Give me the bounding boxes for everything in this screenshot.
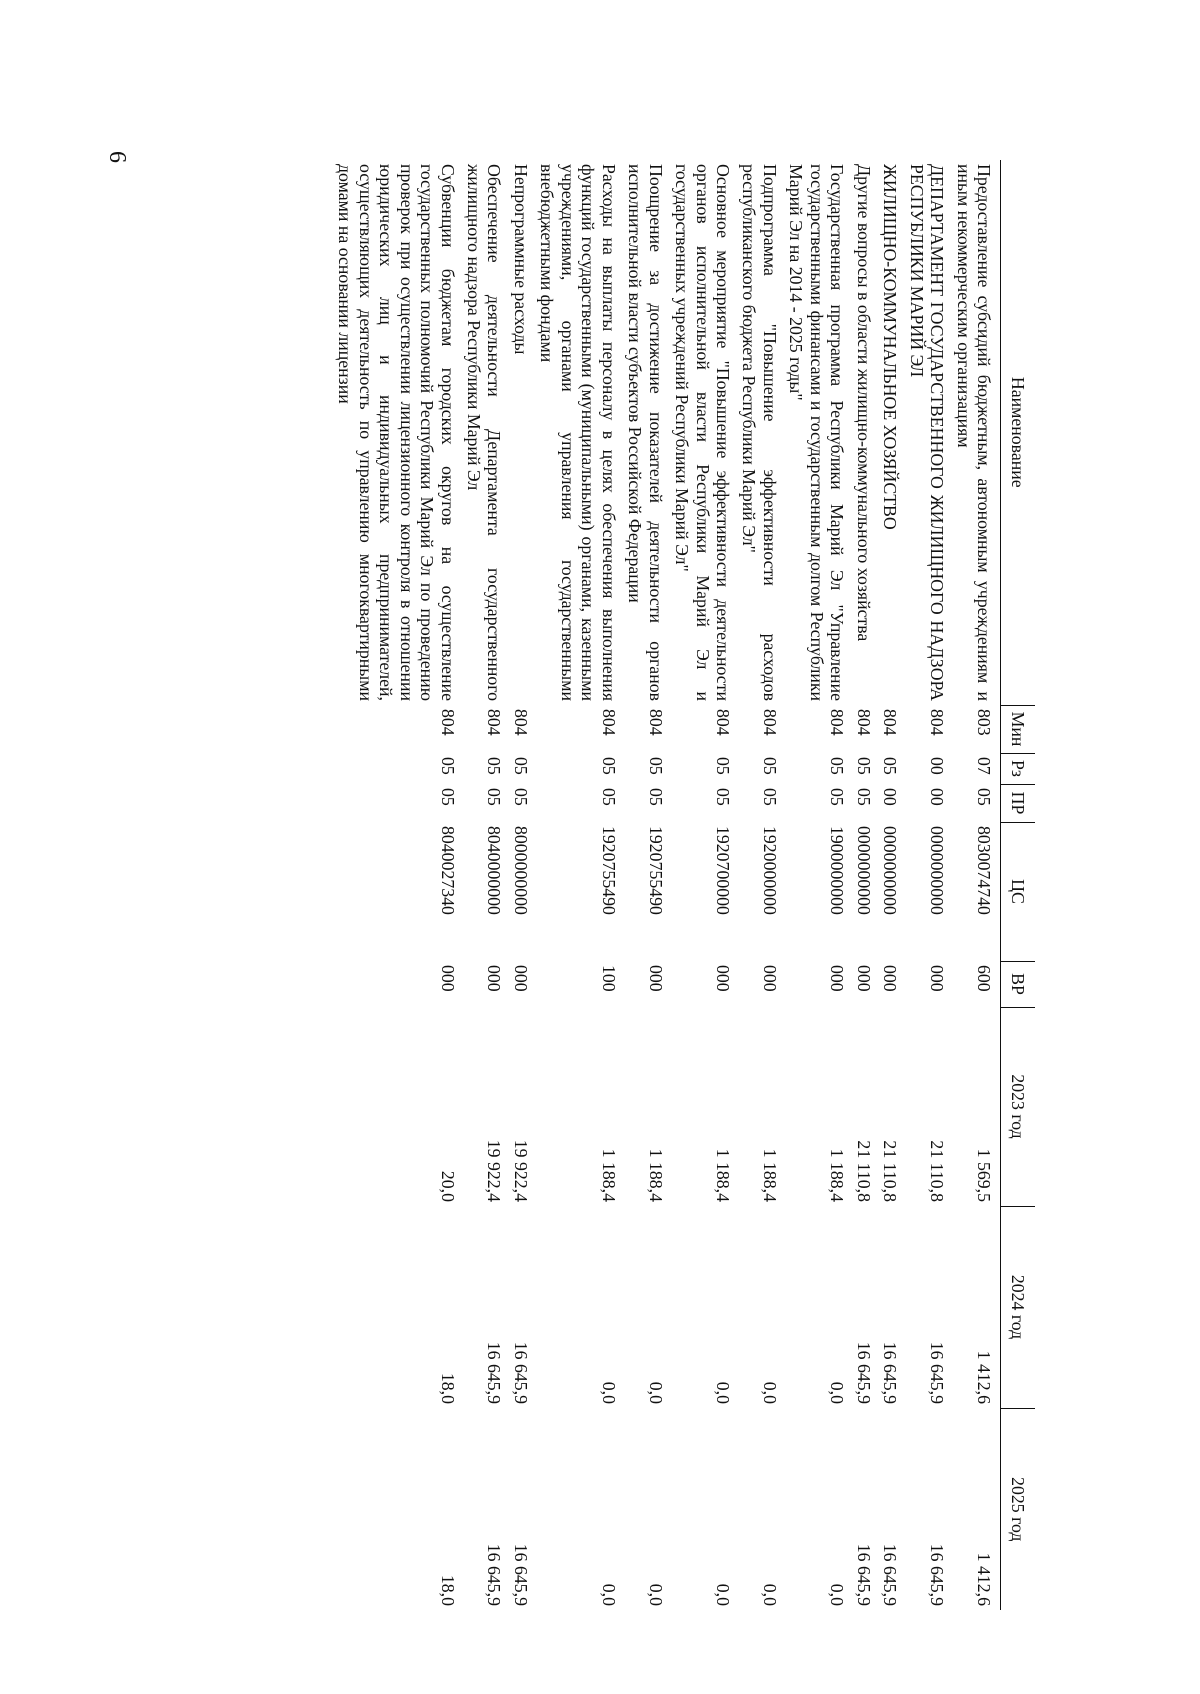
cell-vr xyxy=(672,961,739,1007)
cell-value: 05 xyxy=(974,788,994,806)
cell-rz xyxy=(625,753,672,784)
cell-y2025 xyxy=(625,1408,672,1610)
cell-value: 05 xyxy=(827,788,848,806)
cell-y2025 xyxy=(464,1408,511,1610)
cell-y2025 xyxy=(786,1408,853,1610)
cell-value: 05 xyxy=(484,788,505,806)
header-vr: ВР xyxy=(1001,961,1036,1007)
cell-cs xyxy=(739,822,786,961)
cell-y2024 xyxy=(672,1206,739,1408)
cell-y2024 xyxy=(906,1206,953,1408)
cell-rz xyxy=(853,753,879,784)
cell-vr xyxy=(880,961,906,1007)
cell-y2025 xyxy=(672,1408,739,1610)
cell-value: 1920755490 xyxy=(645,826,666,915)
cell-min xyxy=(880,705,906,753)
cell-value: 600 xyxy=(974,965,994,992)
cell-value: 804 xyxy=(759,709,780,736)
cell-value: 1 188,4 xyxy=(759,1148,780,1202)
cell-pr xyxy=(880,784,906,822)
header-cs: ЦС xyxy=(1001,822,1036,961)
table-row xyxy=(510,160,536,1610)
cell-value: 16 645,9 xyxy=(510,1543,531,1606)
cell-y2024 xyxy=(953,1206,1000,1408)
cell-pr xyxy=(953,784,1000,822)
cell-value: 1920700000 xyxy=(713,826,734,915)
cell-pr xyxy=(625,784,672,822)
cell-value: 07 xyxy=(974,757,994,775)
cell-value: 804 xyxy=(880,709,901,736)
cell-value: 21 110,8 xyxy=(853,1140,874,1202)
cell-min xyxy=(953,705,1000,753)
cell-rz xyxy=(335,753,464,784)
cell-value: 05 xyxy=(510,757,531,775)
cell-value: 05 xyxy=(437,757,458,775)
cell-value: 000 xyxy=(645,965,666,992)
row-name: Субвенции бюджетам городских округов на осуществление государственных полномочий Республики Марий Эл по проведению проверок при осуществлении лицензионного контроля в отношении юридических лиц и индивидуальных предпринимателей, осуществляющих деятельность по управлению многоквартирными домами на основании лицензии xyxy=(335,164,458,701)
cell-y2023 xyxy=(906,1007,953,1206)
row-name: Поощрение за достижение показателей деятельности органов исполнительной власти субъектов Российской Федерации xyxy=(625,164,666,701)
cell-min xyxy=(510,705,536,753)
cell-min xyxy=(625,705,672,753)
cell-value: 100 xyxy=(598,965,619,992)
cell-value: 804 xyxy=(437,709,458,736)
cell-value: 8030074740 xyxy=(974,826,994,915)
header-row xyxy=(1001,160,1036,1610)
cell-y2023 xyxy=(853,1007,879,1206)
cell-y2023 xyxy=(739,1007,786,1206)
cell-value: 19 922,4 xyxy=(484,1139,505,1202)
row-name: ЖИЛИЩНО-КОММУНАЛЬНОЕ ХОЗЯЙСТВО xyxy=(880,164,901,530)
cell-y2025 xyxy=(335,1408,464,1610)
cell-pr xyxy=(786,784,853,822)
cell-value: 000 xyxy=(927,965,948,992)
header-name: Наименование xyxy=(1001,160,1036,705)
cell-value: 0,0 xyxy=(645,1583,666,1606)
cell-y2023 xyxy=(880,1007,906,1206)
cell-vr xyxy=(786,961,853,1007)
cell-value: 000 xyxy=(510,965,531,992)
cell-y2025 xyxy=(953,1408,1000,1610)
header-rz: Рз xyxy=(1001,753,1036,784)
cell-value: 1 188,4 xyxy=(645,1148,666,1202)
cell-value: 000 xyxy=(880,965,901,992)
table-row xyxy=(739,160,786,1610)
cell-value: 05 xyxy=(645,757,666,775)
cell-value: 1 188,4 xyxy=(713,1148,734,1202)
cell-value: 21 110,8 xyxy=(880,1140,901,1202)
cell-y2025 xyxy=(537,1408,625,1610)
cell-value: 000 xyxy=(713,965,734,992)
cell-y2025 xyxy=(510,1408,536,1610)
cell-value: 0,0 xyxy=(598,1381,619,1404)
cell-rz xyxy=(786,753,853,784)
cell-value: 804 xyxy=(827,709,848,736)
row-name: ДЕПАРТАМЕНТ ГОСУДАРСТВЕННОГО ЖИЛИЩНОГО НАДЗОРА РЕСПУБЛИКИ МАРИЙ ЭЛ xyxy=(906,164,948,701)
cell-pr xyxy=(537,784,625,822)
cell-vr xyxy=(853,961,879,1007)
table-row xyxy=(880,160,906,1610)
cell-cs xyxy=(880,822,906,961)
cell-y2024 xyxy=(510,1206,536,1408)
page-number: 6 xyxy=(104,151,130,163)
cell-value: 05 xyxy=(713,788,734,806)
cell-value: 16 645,9 xyxy=(484,1341,505,1404)
cell-value: 804 xyxy=(484,709,505,736)
table-row xyxy=(464,160,511,1610)
cell-value: 0000000000 xyxy=(880,826,901,915)
row-name: Подпрограмма "Повышение эффективности расходов республиканского бюджета Республики Марий Эл" xyxy=(739,164,780,701)
cell-value: 16 645,9 xyxy=(853,1341,874,1404)
cell-min xyxy=(786,705,853,753)
cell-y2023 xyxy=(786,1007,853,1206)
cell-value: 0,0 xyxy=(759,1381,780,1404)
table-row xyxy=(786,160,853,1610)
cell-rz xyxy=(510,753,536,784)
budget-table xyxy=(335,160,1035,1610)
cell-value: 05 xyxy=(853,757,874,775)
cell-cs xyxy=(672,822,739,961)
cell-pr xyxy=(853,784,879,822)
cell-cs xyxy=(510,822,536,961)
cell-y2023 xyxy=(625,1007,672,1206)
cell-value: 1 188,4 xyxy=(598,1148,619,1202)
cell-rz xyxy=(906,753,953,784)
header-2024: 2024 год xyxy=(1001,1206,1036,1408)
cell-y2025 xyxy=(853,1408,879,1610)
cell-value: 1920000000 xyxy=(759,826,780,915)
cell-value: 0,0 xyxy=(645,1381,666,1404)
cell-value: 804 xyxy=(645,709,666,736)
cell-cs xyxy=(335,822,464,961)
cell-value: 1900000000 xyxy=(827,826,848,915)
row-name: Государственная программа Республики Марий Эл "Управление государственными финансами и государственным долгом Республики Марий Эл на 2014 - 2025 годы" xyxy=(786,164,848,701)
row-name: Обеспечение деятельности Департамента государственного жилищного надзора Республики Марий Эл xyxy=(464,164,505,701)
cell-value: 803 xyxy=(974,709,994,736)
cell-cs xyxy=(953,822,1000,961)
cell-vr xyxy=(510,961,536,1007)
cell-min xyxy=(853,705,879,753)
cell-value: 1 188,4 xyxy=(827,1148,848,1202)
cell-vr xyxy=(625,961,672,1007)
cell-value: 05 xyxy=(713,757,734,775)
cell-value: 18,0 xyxy=(437,1574,458,1606)
cell-min xyxy=(464,705,511,753)
table-row xyxy=(853,160,879,1610)
cell-value: 0000000000 xyxy=(853,826,874,915)
cell-value: 1 569,5 xyxy=(974,1148,994,1202)
cell-pr xyxy=(335,784,464,822)
cell-value: 000 xyxy=(853,965,874,992)
cell-value: 0000000000 xyxy=(927,826,948,915)
cell-value: 000 xyxy=(484,965,505,992)
cell-value: 00 xyxy=(927,788,948,806)
cell-y2025 xyxy=(739,1408,786,1610)
cell-value: 8040027340 xyxy=(437,826,458,915)
table-body xyxy=(335,160,1001,1610)
cell-value: 804 xyxy=(510,709,531,736)
table-row xyxy=(335,160,464,1610)
cell-value: 00 xyxy=(927,757,948,775)
cell-cs xyxy=(537,822,625,961)
cell-value: 1 412,6 xyxy=(974,1350,994,1404)
cell-y2025 xyxy=(906,1408,953,1610)
header-2023: 2023 год xyxy=(1001,1007,1036,1206)
header-2025: 2025 год xyxy=(1001,1408,1036,1610)
cell-y2023 xyxy=(510,1007,536,1206)
row-name: Расходы на выплаты персоналу в целях обеспечения выполнения функций государственными (муниципальными) органами, казенными учреждениями, органами управления государственными внебюджетными фондами xyxy=(537,164,619,701)
cell-min xyxy=(739,705,786,753)
cell-y2023 xyxy=(335,1007,464,1206)
cell-y2024 xyxy=(786,1206,853,1408)
cell-vr xyxy=(464,961,511,1007)
cell-value: 804 xyxy=(598,709,619,736)
cell-value: 1920755490 xyxy=(598,826,619,915)
cell-rz xyxy=(953,753,1000,784)
cell-vr xyxy=(335,961,464,1007)
cell-vr xyxy=(953,961,1000,1007)
cell-y2024 xyxy=(537,1206,625,1408)
cell-value: 8040000000 xyxy=(484,826,505,915)
cell-y2023 xyxy=(953,1007,1000,1206)
row-name: Основное мероприятие "Повышение эффективности деятельности органов исполнительной власти Республики Марий Эл и государственных учреждений Республики Марий Эл" xyxy=(672,164,734,701)
header-pr: ПР xyxy=(1001,784,1036,822)
cell-value: 19 922,4 xyxy=(510,1139,531,1202)
cell-min xyxy=(672,705,739,753)
cell-vr xyxy=(739,961,786,1007)
cell-value: 8000000000 xyxy=(510,826,531,915)
cell-value: 000 xyxy=(437,965,458,992)
table-row xyxy=(537,160,625,1610)
cell-value: 05 xyxy=(598,788,619,806)
cell-y2023 xyxy=(672,1007,739,1206)
cell-cs xyxy=(853,822,879,961)
cell-y2024 xyxy=(880,1206,906,1408)
cell-value: 000 xyxy=(759,965,780,992)
cell-cs xyxy=(464,822,511,961)
cell-value: 20,0 xyxy=(437,1170,458,1202)
cell-value: 1 412,6 xyxy=(974,1552,994,1606)
table-row xyxy=(625,160,672,1610)
cell-y2024 xyxy=(853,1206,879,1408)
cell-y2024 xyxy=(464,1206,511,1408)
cell-value: 16 645,9 xyxy=(853,1543,874,1606)
cell-value: 0,0 xyxy=(759,1583,780,1606)
cell-value: 05 xyxy=(598,757,619,775)
cell-y2024 xyxy=(739,1206,786,1408)
cell-value: 05 xyxy=(645,788,666,806)
cell-y2023 xyxy=(537,1007,625,1206)
cell-value: 16 645,9 xyxy=(484,1543,505,1606)
cell-value: 16 645,9 xyxy=(927,1341,948,1404)
cell-vr xyxy=(537,961,625,1007)
cell-value: 16 645,9 xyxy=(510,1341,531,1404)
cell-value: 18,0 xyxy=(437,1372,458,1404)
cell-value: 0,0 xyxy=(598,1583,619,1606)
cell-value: 16 645,9 xyxy=(880,1341,901,1404)
row-name: Другие вопросы в области жилищно-коммунального хозяйства xyxy=(853,164,874,642)
cell-value: 0,0 xyxy=(713,1381,734,1404)
cell-pr xyxy=(906,784,953,822)
cell-value: 16 645,9 xyxy=(927,1543,948,1606)
cell-min xyxy=(906,705,953,753)
cell-value: 05 xyxy=(880,757,901,775)
cell-cs xyxy=(625,822,672,961)
cell-rz xyxy=(672,753,739,784)
cell-pr xyxy=(464,784,511,822)
cell-value: 05 xyxy=(437,788,458,806)
row-name: Предоставление субсидий бюджетным, автономным учреждениям и иным некоммерческим организациям xyxy=(953,164,994,701)
cell-value: 05 xyxy=(853,788,874,806)
cell-pr xyxy=(510,784,536,822)
cell-cs xyxy=(786,822,853,961)
cell-value: 0,0 xyxy=(827,1583,848,1606)
cell-y2023 xyxy=(464,1007,511,1206)
table-row xyxy=(672,160,739,1610)
cell-value: 05 xyxy=(827,757,848,775)
cell-cs xyxy=(906,822,953,961)
cell-value: 05 xyxy=(759,757,780,775)
cell-min xyxy=(537,705,625,753)
cell-min xyxy=(335,705,464,753)
table-row xyxy=(906,160,953,1610)
table-row xyxy=(953,160,1000,1610)
rotated-table-wrapper xyxy=(195,160,1035,1610)
cell-vr xyxy=(906,961,953,1007)
cell-value: 804 xyxy=(927,709,948,736)
cell-y2024 xyxy=(625,1206,672,1408)
row-name: Непрограммные расходы xyxy=(510,164,531,355)
cell-y2024 xyxy=(335,1206,464,1408)
cell-rz xyxy=(880,753,906,784)
cell-value: 05 xyxy=(510,788,531,806)
cell-value: 000 xyxy=(827,965,848,992)
cell-value: 21 110,8 xyxy=(927,1140,948,1202)
cell-rz xyxy=(464,753,511,784)
cell-value: 00 xyxy=(880,788,901,806)
cell-value: 0,0 xyxy=(713,1583,734,1606)
cell-value: 05 xyxy=(759,788,780,806)
cell-pr xyxy=(672,784,739,822)
cell-value: 05 xyxy=(484,757,505,775)
cell-value: 804 xyxy=(853,709,874,736)
cell-value: 0,0 xyxy=(827,1381,848,1404)
cell-rz xyxy=(537,753,625,784)
cell-value: 16 645,9 xyxy=(880,1543,901,1606)
cell-rz xyxy=(739,753,786,784)
cell-value: 804 xyxy=(713,709,734,736)
cell-y2025 xyxy=(880,1408,906,1610)
header-min: Мин xyxy=(1001,705,1036,753)
cell-pr xyxy=(739,784,786,822)
